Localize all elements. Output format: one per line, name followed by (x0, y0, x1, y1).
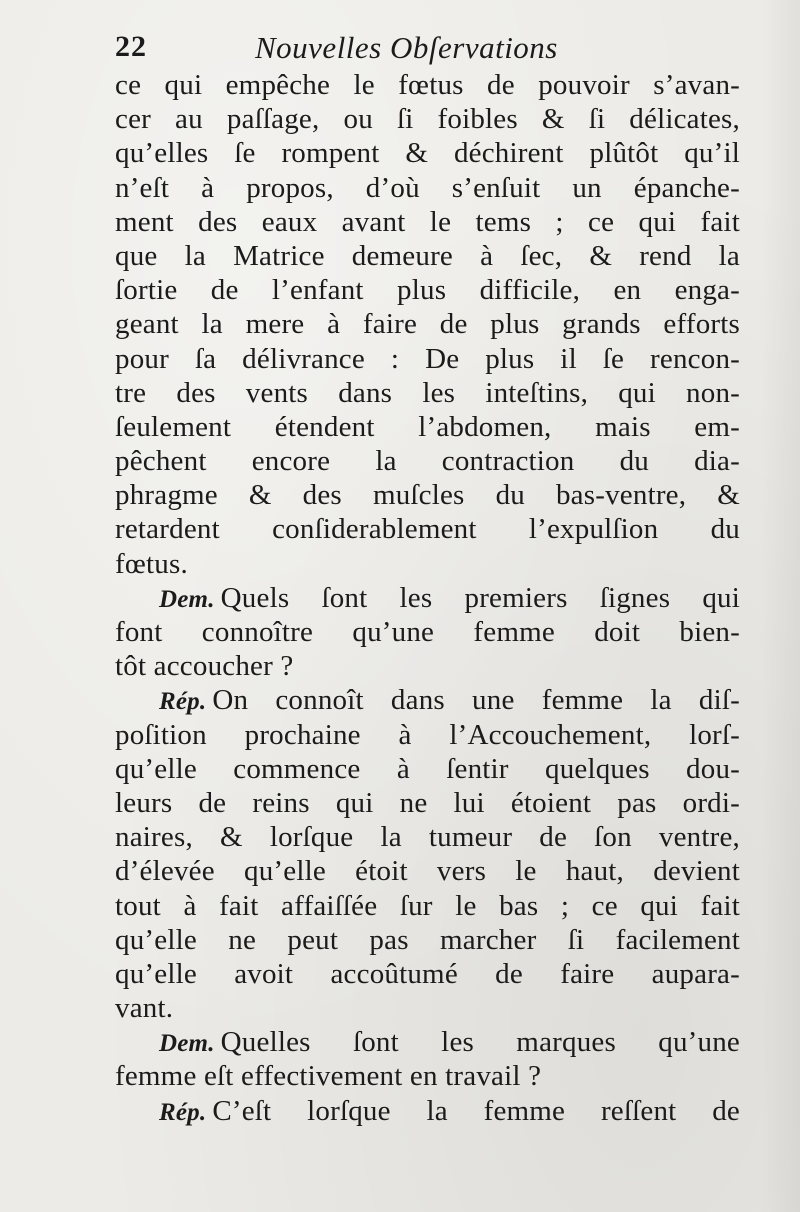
text-line: qu’elles ſe rompent & déchirent plûtôt qu’il (115, 137, 740, 170)
text-line: tre des vents dans les inteſtins, qui non- (115, 376, 740, 409)
text-line: font connoître qu’une femme doit bien- (115, 616, 740, 648)
answer-line (115, 683, 740, 717)
page-header (115, 30, 745, 70)
text-line: pêchent encore la contraction du dia- (115, 445, 740, 478)
text-line: geant la mere à faire de plus grands efforts (115, 308, 740, 341)
text-line: vant. (115, 992, 174, 1025)
text-line: que la Matrice demeure à ſec, & rend la (115, 239, 740, 272)
question-line (115, 1025, 740, 1059)
text-line: ment des eaux avant le tems ; ce qui fait (115, 205, 740, 238)
question-text: Quelles ſont les marques qu’une (220, 1026, 740, 1059)
question-text: Quels ſont les premiers ſignes qui (220, 581, 740, 614)
text-line: leurs de reins qui ne lui étoient pas ordi- (115, 786, 740, 819)
text-line: retardent conſiderablement l’expulſion du (115, 513, 740, 546)
answer-line (115, 1094, 740, 1128)
text-line: pour ſa délivrance : De plus il ſe rencon- (115, 342, 740, 375)
text-line: naires, & lorſque la tumeur de ſon ventre, (115, 821, 740, 854)
body-text (115, 68, 740, 1128)
text-line: ſortie de l’enfant plus difficile, en enga- (115, 274, 740, 307)
question-line (115, 581, 740, 615)
answer-text: C’eſt lorſque la femme reſſent de (212, 1094, 740, 1127)
text-line: ſeulement étendent l’abdomen, mais em- (115, 410, 740, 443)
page-number: 22 (115, 30, 147, 63)
answer-text: On connoît dans une femme la diſ- (212, 684, 740, 717)
text-line: fœtus. (115, 547, 188, 580)
text-line: ce qui empêche le fœtus de pouvoir s’avan- (115, 69, 740, 101)
text-line: tout à fait affaiſſée ſur le bas ; ce qui fait (115, 889, 740, 922)
text-line: cer au paſſage, ou ſi foibles & ſi délicates, (115, 103, 740, 136)
text-line: n’eſt à propos, d’où s’enſuit un épanche- (115, 171, 740, 204)
text-line: d’élevée qu’elle étoit vers le haut, devient (115, 855, 740, 888)
dem-label: Dem. (159, 1030, 215, 1058)
text-line: qu’elle commence à ſentir quelques dou- (115, 752, 740, 785)
text-line: qu’elle ne peut pas marcher ſi facilement (115, 923, 740, 956)
page-edge-shadow (760, 0, 800, 1212)
text-line: tôt accoucher ? (115, 650, 294, 683)
text-line: femme eſt effectivement en travail ? (115, 1060, 542, 1093)
rep-label: Rép. (159, 1098, 207, 1126)
rep-label: Rép. (159, 688, 207, 716)
text-line: phragme & des muſcles du bas-ventre, & (115, 479, 740, 512)
text-line: poſition prochaine à l’Accouchement, lorſ- (115, 718, 740, 751)
running-head: Nouvelles Obſervations (255, 30, 558, 65)
dem-label: Dem. (159, 585, 215, 613)
text-line: qu’elle avoit accoûtumé de faire aupara- (115, 957, 740, 990)
